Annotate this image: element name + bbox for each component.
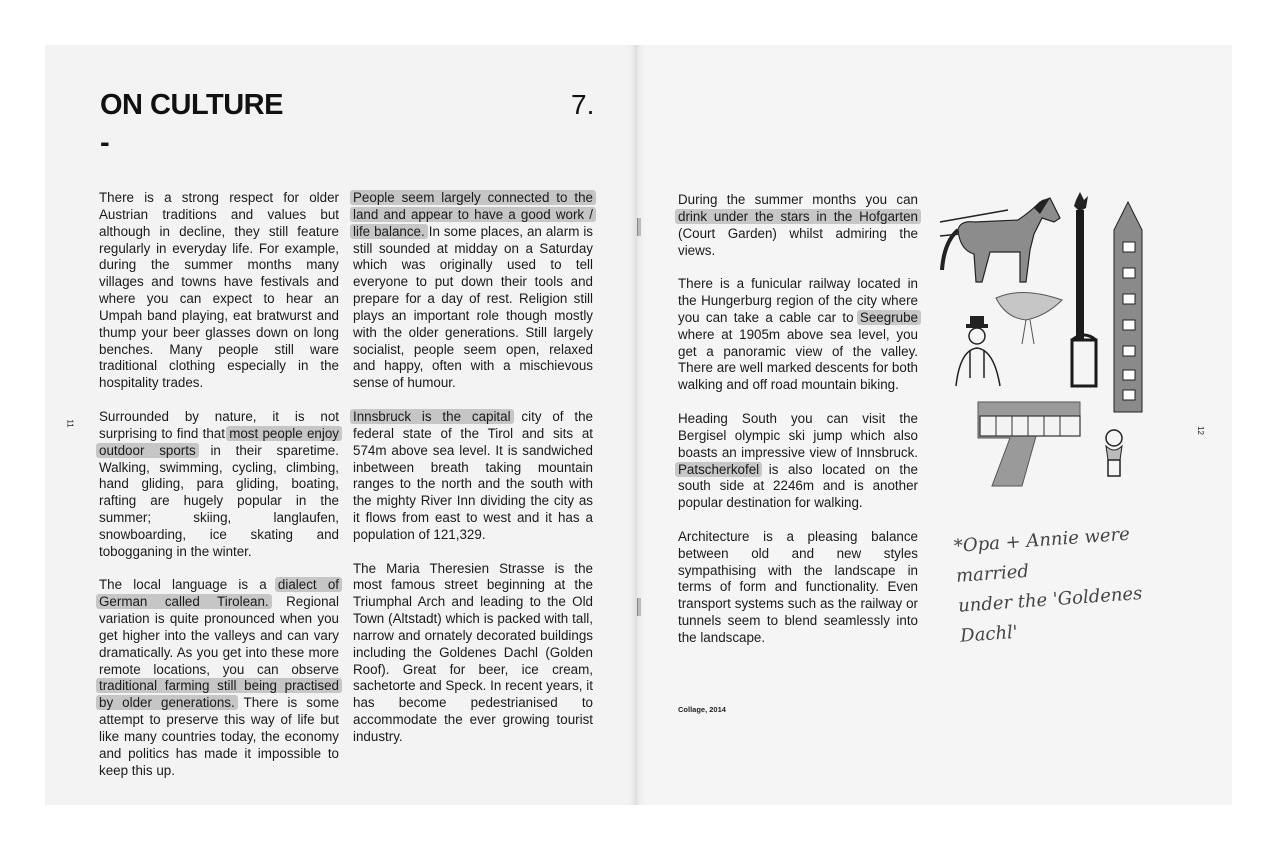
text-span: city of the federal state of the Tirol and sits at 574m above sea level. It is sandwiched inbetween breath taking mountain ranges to the north and the south with the mighty River Inn dividing the city as it flows from east to west and it has a population of 121,329. (353, 408, 593, 542)
paragraph-capital (353, 409, 593, 544)
highlighted-text: Innsbruck is the capital (350, 409, 514, 424)
chapter-number: 7. (571, 89, 595, 120)
man-figure-icon (956, 316, 1000, 386)
text-column-3 (678, 192, 918, 664)
paragraph-bergisel (678, 411, 918, 512)
handwritten-line: under the 'Goldenes Dachl' (957, 582, 1143, 647)
text-span: There is a funicular railway located in the Hungerburg region of the city where you can take a cable car to (678, 276, 918, 325)
highlighted-text: drink under the stars in the Hofgarten (675, 209, 921, 224)
text-column-2 (353, 190, 593, 763)
text-span: where at 1905m above sea level, you get a panoramic view of the valley. There are well marked descents for both walking and off road mountain biking. (678, 326, 918, 393)
highlighted-text: most people enjoy outdoor sports (96, 426, 342, 458)
text-span: (Court Garden) whilst admiring the views. (678, 225, 918, 258)
pillar-icon (1072, 192, 1096, 386)
highlighted-text: People seem largely connected to the land and appear to have a good work / life balance. (350, 190, 596, 239)
page-number-right: 12 (1195, 426, 1205, 435)
handwritten-line: *Opa + Annie were married (953, 523, 1131, 587)
text-span: In some places, an alarm is still sounded at midday on a Saturday which was originally used to tell everyone to put down their tools and prepare for a day of rest. Religion still plays an important role though mostly with the older generations. Still largely socialist, people seem open, relaxed and happy, often with a mischievous sense of humour. (353, 223, 593, 391)
paragraph-outdoor-sports (99, 409, 339, 561)
text-span: Heading South you can visit the Bergisel olympic ski jump which also boasts an impressive view of Innsbruck. (678, 410, 918, 460)
paragraph-traditions: There is a strong respect for older Austrian traditions and values but although in decline, they still feature regularly in everyday life. For example, during the summer months many villages and towns have festivals and where you can expect to hear an Umpah band playing, eat bratwurst and thump your beer glasses down on long benches. Many people still ware traditional clothing especially in the hospitality trades. (99, 190, 339, 391)
text-column-1 (99, 190, 339, 796)
text-span: Surrounded by nature, it is not surprising to find that (99, 408, 339, 441)
paragraph-maria-theresien: The Maria Theresien Strasse is the most famous street beginning at the Triumphal Arch and leading to the Old Town (Altstadt) which is packed with tall, narrow and ornately decorated buildings including the Goldenes Dachl (Golden Roof). Great for beer, ice cream, sachetorte and Speck. In recent years, it has become pedestrianised to accommodate the ever growing tourist industry. (353, 560, 593, 744)
collage-caption: Collage, 2014 (678, 705, 726, 714)
bird-icon (996, 292, 1062, 344)
binding-staple-bottom (637, 598, 641, 616)
paragraph-work-life (353, 190, 593, 392)
tower-building-icon (1114, 202, 1142, 412)
collage-illustration (930, 190, 1160, 490)
paragraph-language (99, 577, 339, 779)
text-span: Regional variation is quite pronounced when you get higher into the valleys and can vary dramatically. As you get into these more remote locations, you can observe (99, 594, 339, 677)
binding-staple-top (637, 218, 641, 236)
horse-icon (940, 198, 1060, 282)
paragraph-hofgarten (678, 192, 918, 259)
handwritten-note (953, 515, 1201, 651)
highlighted-text: traditional farming still being practised by older generations. (96, 678, 342, 710)
text-span: is also located on the south side at 2246m and is another popular destination for walking. (678, 461, 918, 511)
modern-building-icon (978, 402, 1080, 486)
paragraph-funicular (678, 276, 918, 394)
text-span: The local language is a (99, 577, 267, 593)
page-title: ON CULTURE (100, 89, 283, 121)
paragraph-architecture: Architecture is a pleasing balance between old and new styles sympathising with the landscape in terms of form and functionality. Even transport systems such as the railway or tunnels seem to blend seamlessly into the landscape. (678, 528, 918, 645)
page-number-left: 11 (65, 419, 75, 428)
text-span: in their sparetime. Walking, swimming, cycling, climbing, hand gliding, para gliding, boating, rafting are hugely popular in the summer; skiing, langlaufen, snowboarding, ice skating and tobogganing in the winter. (99, 442, 339, 559)
ornament-figure-icon (1106, 430, 1122, 476)
text-span: There is some attempt to preserve this way of life but like many countries today, the economy and politics has made it impossible to keep this up. (99, 695, 340, 778)
highlighted-text: Seegrube (857, 310, 921, 325)
highlighted-text: Patscherkofel (675, 462, 762, 477)
title-dash: - (100, 127, 110, 159)
text-span: During the summer months you can (678, 192, 918, 207)
highlighted-text: dialect of German called Tirolean. (96, 577, 342, 609)
